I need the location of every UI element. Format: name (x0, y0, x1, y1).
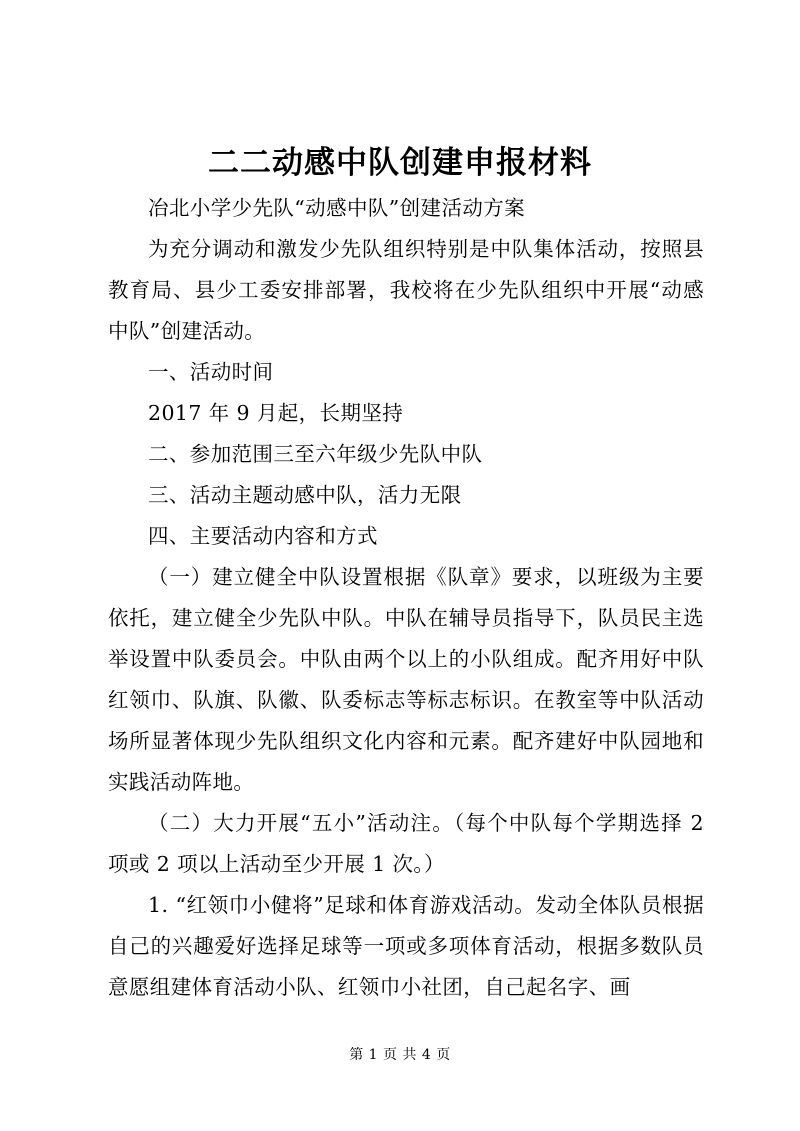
paragraph-item-1: 1. “红领巾小健将”足球和体育游戏活动。发动全体队员根据自己的兴趣爱好选择足球等一项或多项体育活动，根据多数队员意愿组建体育活动小队、红领巾小社团，自己起名字、画 (108, 893, 704, 999)
paragraph-intro: 为充分调动和激发少先队组织特别是中队集体活动，按照县教育局、县少工委安排部署，我校将在少先队组织中开展“动感中队”创建活动。 (108, 237, 704, 343)
paragraph-section-theme: 三、活动主题动感中队，活力无限 (148, 483, 462, 507)
document-body (108, 188, 704, 1008)
paragraph-plan-title: 冶北小学少先队“动感中队”创建活动方案 (148, 196, 526, 220)
document-title: 二二动感中队创建申报材料 (208, 145, 592, 181)
paragraph-section-time-heading: 一、活动时间 (148, 360, 274, 384)
paragraph-subsection-2: （二）大力开展“五小”活动注。（每个中队每个学期选择 2 项或 2 项以上活动至少开展 1 次。） (108, 811, 704, 876)
paragraph-section-scope: 二、参加范围三至六年级少先队中队 (148, 442, 483, 466)
paragraph-section-time-body: 2017 年 9 月起，长期坚持 (148, 401, 404, 425)
paragraph-subsection-1: （一）建立健全中队设置根据《队章》要求，以班级为主要依托，建立健全少先队中队。中队在辅导员指导下，队员民主选举设置中队委员会。中队由两个以上的小队组成。配齐用好中队红领巾、队旗、队徽、队委标志等标志标识。在教室等中队活动场所显著体现少先队组织文化内容和元素。配齐建好中队园地和实践活动阵地。 (108, 565, 704, 794)
page-footer: 第 1 页 共 4 页 (349, 1047, 451, 1063)
paragraph-section-content-heading: 四、主要活动内容和方式 (148, 524, 378, 548)
